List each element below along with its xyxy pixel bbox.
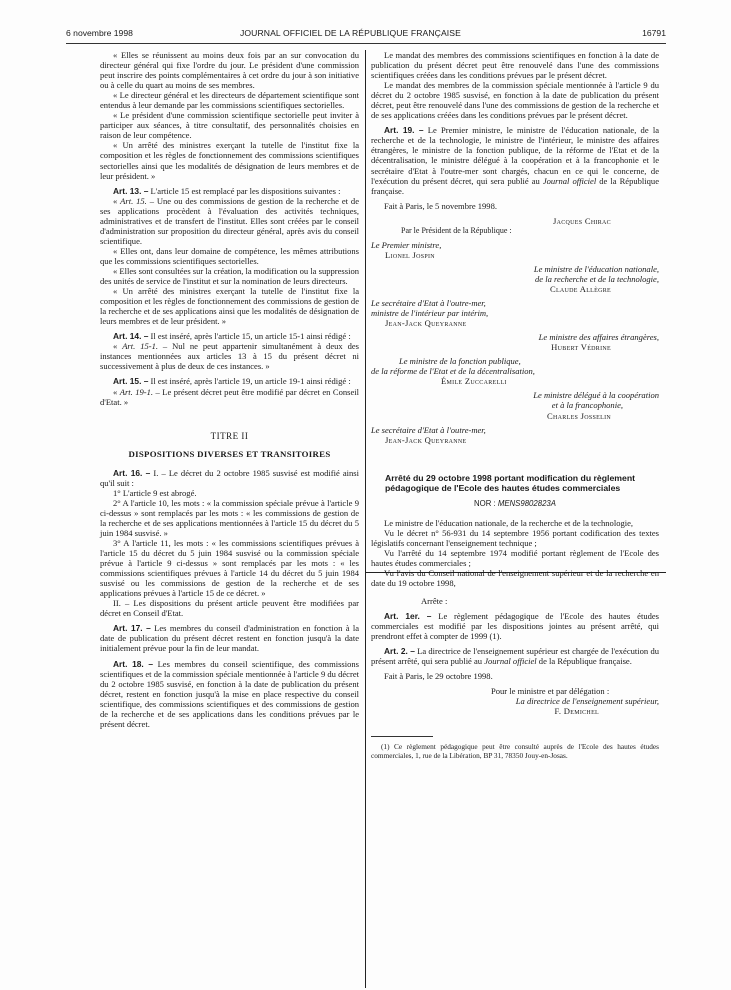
header-date: 6 novembre 1998 [66, 28, 133, 38]
arrete-title: Arrêté du 29 octobre 1998 portant modification du règlement pédagogique de l'Ecole des hautes études commerciales [385, 472, 636, 493]
fp-title-1: Le ministre de la fonction publique, [399, 356, 521, 367]
coop-title-2: et à la francophonie, [551, 400, 623, 411]
paragraph: Vu l'avis du Conseil national de l'enseignement supérieur et de la recherche en date du 19 octobre 1998, [371, 567, 659, 588]
article-label: Art. 18. – [113, 658, 154, 669]
quote-mark: « [113, 386, 120, 397]
nor-value: MENS9802823A [497, 498, 556, 508]
fait-a-paris: Fait à Paris, le 5 novembre 1998. [384, 200, 497, 211]
article-text: I. – Le décret du 2 octobre 1985 susvisé est modifié ainsi qu'il suit : [100, 467, 359, 488]
arrete-fait-a-paris: Fait à Paris, le 29 octobre 1998. [384, 671, 493, 682]
article-label: Art. 15-1. [122, 341, 158, 352]
paragraph: « Un arrêté des ministres exerçant la tutelle de l'institut fixe la composition et les règles de fonctionnement des commissions de gestion de la recherche et de ses applications ainsi que les modalités de désignation de leurs membres et de leur président. » [100, 286, 359, 327]
interieur-name: Jean-Jack Queyranne [385, 318, 467, 329]
article-text: Le Premier ministre, le ministre de l'éducation nationale, de la recherche et de la technologie, le ministre de l'intérieur, le ministre des affaires étrangères, le ministre de la fonction publique, de la réforme de l'Etat et de la décentralisation, le ministre délégué à la coopération et à la francophonie et le secrétaire d'Etat à l'outre-mer sont chargés, chacun en ce qui le concerne, de l'exécution du présent décret, qui sera publié au [371, 125, 659, 186]
article-label: Art. 1er. – [384, 611, 432, 622]
header-page-number: 16791 [642, 28, 666, 38]
coop-title-1: Le ministre délégué à la coopération [533, 390, 659, 401]
journal-officiel-ref: Journal officiel [484, 656, 537, 667]
paragraph: « Elles ont, dans leur domaine de compétence, les mêmes attributions que les commissions scientifiques sectorielles. [100, 245, 359, 266]
ae-name: Hubert Védrine [551, 342, 611, 353]
paragraph: 1° L'article 9 est abrogé. [113, 487, 197, 498]
article-18 [100, 659, 359, 729]
paragraph: Vu l'arrêté du 14 septembre 1974 modifié portant règlement de l'Ecole des hautes études commerciales ; [371, 547, 659, 568]
article-text: La directrice de l'enseignement supérieur est chargée de l'exécution du présent arrêté, qui sera publié au [371, 646, 659, 667]
signature-president: Jacques Chirac [552, 215, 611, 226]
arrete-article-2 [371, 646, 659, 666]
article-label: Art. 17. – [113, 623, 151, 634]
article-label: Art. 19. – [384, 125, 424, 136]
titre-heading: TITRE II [210, 430, 249, 441]
article-text: – Une ou des commissions de gestion de la recherche et de ses applications procèdent à l'évaluation des activités techniques, administratives et de transfert de l'institut. Elles sont créées par le conseil d'administration sur proposition du directeur général, après avis du conseil scientifique. [100, 195, 359, 246]
interieur-title-2: ministre de l'intérieur par intérim, [371, 308, 489, 319]
pm-name: Lionel Jospin [385, 249, 435, 260]
article-label: Art. 16. – [113, 467, 151, 478]
article-15b [100, 376, 359, 386]
article-label: Art. 13. – [113, 185, 149, 196]
paragraph: « Elles se réunissent au moins deux fois par an sur convocation du directeur général qui fixe l'ordre du jour. Le président d'une commission peut inscrire des points complémentaires à cet ordre du jour à son initiative ou à celle du quart au moins de ses membres. [100, 50, 359, 91]
paragraph: Vu le décret n° 56-931 du 14 septembre 1956 portant codification des textes législatifs concernant l'enseignement technique ; [371, 527, 659, 548]
right-column [371, 50, 659, 761]
article-15-1-quote [100, 341, 359, 371]
paragraph: « Le directeur général et les directeurs de département scientifique sont entendus à leur demande par les commissions scientifiques sectorielles. [100, 90, 359, 111]
paragraph: Le mandat des membres de la commission spéciale mentionnée à l'article 9 du décret du 2 octobre 1985 susvisé, en fonction à la date de publication du présent décret, peut être renouvelé dans l'une des commissions de gestion de la recherche et de ses applications créées dans les conditions prévues par le présent décret. [371, 80, 659, 121]
coop-name: Charles Josselin [547, 410, 611, 421]
paragraph: Le ministre de l'éducation nationale, de la recherche et de la technologie, [384, 517, 634, 528]
article-label: Art. 15. [120, 195, 147, 206]
header-rule [66, 43, 666, 44]
nor-reference [371, 499, 659, 509]
footnote: (1) Ce règlement pédagogique peut être consulté auprès de l'Ecole des hautes études commerciales, 1, rue de la Libération, BP 31, 78350 Jouy-en-Josas. [371, 742, 659, 761]
quote-mark: « [113, 341, 123, 352]
article-text: – Nul ne peut appartenir simultanément à deux des instances mentionnées aux articles 13 à 15 du présent décret ni successivement à plus de deux de ces instances. » [100, 341, 359, 372]
article-19 [371, 125, 659, 195]
nor-label: NOR : [474, 498, 498, 508]
paragraph: Le mandat des membres des commissions scientifiques en fonction à la date de publication du présent décret peut être renouvelé dans l'une des commissions scientifiques créées dans les conditions prévues par le présent décret. [371, 50, 659, 81]
column-divider [365, 50, 366, 988]
article-label: Art. 19-1. [119, 386, 154, 397]
article-19-1-quote [100, 387, 359, 407]
educ-title-1: Le ministre de l'éducation nationale, [533, 263, 659, 274]
directrice-name: F. Demichel [554, 706, 599, 717]
journal-officiel-ref: Journal officiel [542, 175, 597, 186]
article-17 [100, 623, 359, 653]
article-14 [100, 331, 359, 341]
article-label: Art. 15. – [113, 376, 149, 387]
article-text: L'article 15 est remplacé par les dispositions suivantes : [148, 185, 341, 196]
article-label: Art. 2. – [384, 646, 415, 657]
left-column [100, 50, 359, 729]
par-le-president: Par le Président de la République : [401, 225, 512, 235]
interieur-title-1: Le secrétaire d'Etat à l'outre-mer, [371, 298, 486, 309]
titre-subheading: DISPOSITIONS DIVERSES ET TRANSITOIRES [128, 448, 331, 459]
paragraph: 3° A l'article 11, les mots : « les commissions scientifiques prévues à l'article 15 du décret du 5 juin 1984 susvisé ou la commission spéciale prévue à l'article 9 ci-dessus » sont remplacés par les mots : « les commissions scientifiques prévues à l'article 14 du décret du 5 juin 1984 susvisé ou les commissions de gestion de la recherche et de ses applications prévues à l'article 15 de ce décret. » [100, 538, 359, 599]
arrete-word: Arrête : [421, 596, 448, 607]
header-journal-title: JOURNAL OFFICIEL DE LA RÉPUBLIQUE FRANÇAISE [240, 28, 461, 38]
paragraph: « Un arrêté des ministres exerçant la tutelle de l'institut fixe la composition et les règles de fonctionnement des commissions scientifiques sectorielles ainsi que les modalités de désignation de leurs membres et de leur président. » [100, 140, 359, 181]
article-15-quote [100, 196, 359, 246]
article-text: Le règlement pédagogique de l'Ecole des hautes études commerciales est modifié par les dispositions jointes au présent arrêté, qui prendront effet à compter de 1999 (1). [371, 611, 659, 642]
arrete-article-1 [371, 611, 659, 641]
page-header [66, 28, 666, 42]
directrice-title: La directrice de l'enseignement supérieur, [515, 696, 659, 707]
om-name: Jean-Jack Queyranne [385, 434, 467, 445]
quote-mark: « [113, 195, 121, 206]
paragraph: II. – Les dispositions du présent article peuvent être modifiées par décret en Conseil d'Etat. [100, 598, 359, 619]
educ-title-2: de la recherche et de la technologie, [535, 273, 659, 284]
ae-title: Le ministre des affaires étrangères, [538, 332, 659, 343]
article-text: – Le présent décret peut être modifié par décret en Conseil d'Etat. » [100, 386, 359, 407]
footnote-rule [371, 736, 433, 737]
pm-title: Le Premier ministre, [371, 239, 442, 250]
paragraph: « Le président d'une commission scientifique sectorielle peut inviter à participer aux séances, à titre consultatif, des personnalités choisies en raison de leur compétence. [100, 110, 359, 141]
educ-name: Claude Allègre [549, 283, 611, 294]
paragraph: « Elles sont consultées sur la création, la modification ou la suppression des unités de service de l'institut et sur la nomination de leurs directeurs. [100, 265, 359, 287]
article-text: de la République française. [536, 656, 632, 667]
article-text: Les membres du conseil scientifique, des commissions scientifiques et de la commission spéciale mentionnée à l'article 9 du décret du 2 octobre 1985 susvisé, en fonction à la date de publication du présent décret, restent en fonction jusqu'à la mise en place respective du conseil scientifique, des commissions scientifiques et des commissions de gestion de la recherche et de ses applications dans les conditions prévues par le présent décret. [100, 658, 359, 729]
article-13 [100, 186, 359, 196]
article-text: Il est inséré, après l'article 19, un article 19-1 ainsi rédigé : [148, 376, 351, 387]
article-label: Art. 14. – [113, 331, 149, 342]
fp-name: Émile Zuccarelli [441, 376, 507, 387]
fp-title-2: de la réforme de l'Etat et de la décentralisation, [371, 366, 535, 377]
om-title: Le secrétaire d'Etat à l'outre-mer, [371, 424, 486, 435]
paragraph: 2° A l'article 10, les mots : « la commission spéciale prévue à l'article 9 ci-dessus » sont remplacés par les mots : « les commissions de gestion de la recherche et de ses applications mentionnées à l'article 15 du décret du 5 juin 1984 susvisé. » [100, 497, 359, 538]
delegation: Pour le ministre et par délégation : [491, 686, 610, 697]
article-text: Il est inséré, après l'article 15, un article 15-1 ainsi rédigé : [148, 331, 351, 342]
article-text: Les membres du conseil d'administration en fonction à la date de publication du présent décret restent en fonction jusqu'à la date initialement prévue pour la fin de leur mandat. [100, 623, 359, 654]
article-text: de la République française. [371, 175, 659, 196]
article-16 [100, 468, 359, 488]
